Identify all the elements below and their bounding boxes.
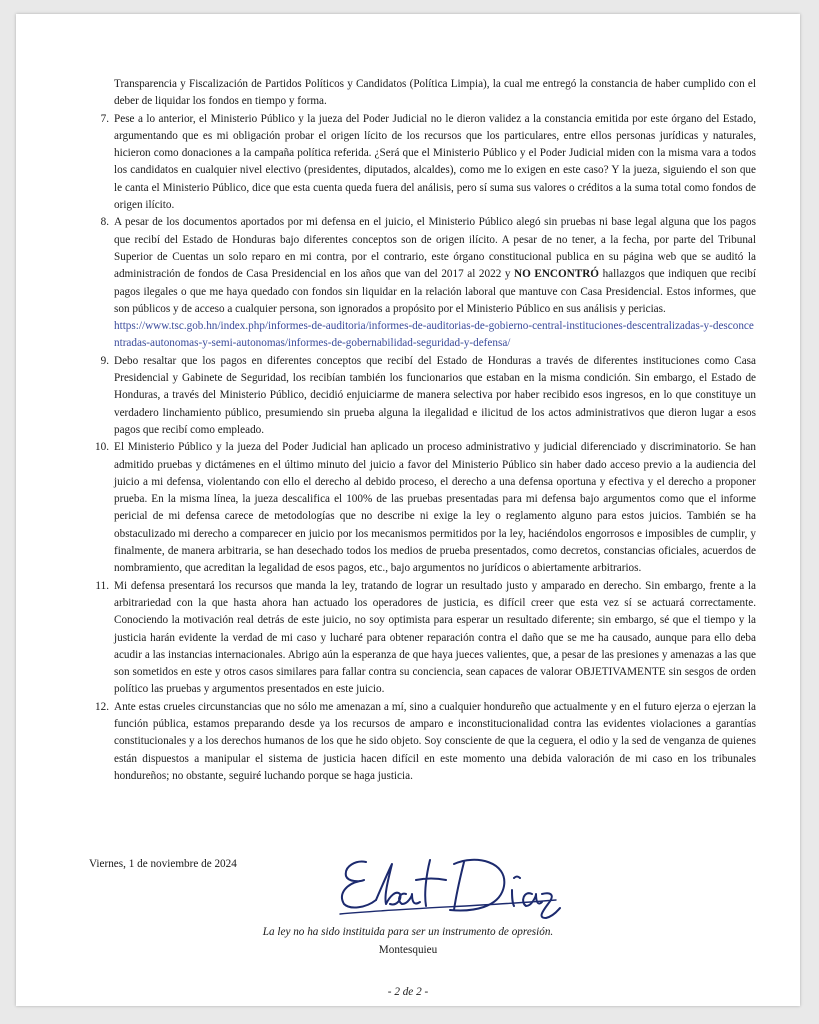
item-number: 11.: [95, 579, 109, 592]
item-number: 8.: [100, 216, 109, 229]
list-item-11: [76, 578, 756, 699]
closing-quote: La ley no ha sido instituida para ser un instrumento de opresión.: [262, 926, 554, 938]
item-number: 10.: [95, 441, 109, 454]
item-text: Debo resaltar que los pagos en diferentes conceptos que recibí del Estado de Honduras a través de diferentes instituciones como Casa Presidencial y Gabinete de Seguridad, los recibían también los funcionarios que estaban en la misma condición. Sin embargo, el Estado de Honduras, a través del Ministerio Público, decidió enjuiciarme de manera selectiva por haber recibido esos ingresos, en lo que constituye un verdadero linchamiento público, presumiendo sin prueba alguna la ilegalidad e ilicitud de los actos administrativos que dieron lugar a esos pagos que recibí como empleado.: [114, 354, 756, 436]
letter-date: Viernes, 1 de noviembre de 2024: [89, 858, 237, 870]
item-text: Ante estas crueles circunstancias que no sólo me amenazan a mí, sino a cualquier hondureño que actualmente y en el futuro ejerza o ejerzan la función pública, estamos preparando desde ya los recursos de amparo e inconstitucionalidad contra las evidentes violaciones a garantías constitucionales y a los derechos humanos de los que he sido objeto. Soy consciente de que la ceguera, el odio y la sed de venganza de quienes están dispuestos a manipular el sistema de justicia hacen difícil en este momento una debida valoración de mi caso en los tribunales hondureños; no obstante, seguiré luchando porque se haga justicia.: [114, 700, 756, 782]
item-bold-text: NO ENCONTRÓ: [514, 268, 600, 281]
item-number: 7.: [100, 112, 109, 125]
item-text-continued: hallazgos que indiquen que recibí pagos ilegales o que me haya quedado con fondos sin liquidar en la relación laboral que mantuve con Casa Presidencial. Estos informes, que son públicos y de acceso a cualquier persona, son ignorados a propósito por el Ministerio Público en sus análisis y pericias.: [114, 268, 757, 315]
item-number: 9.: [100, 354, 109, 367]
quote-author: Montesquieu: [378, 944, 438, 956]
item-number: 12.: [95, 700, 109, 713]
list-item-8: [76, 214, 756, 352]
item-text: Mi defensa presentará los recursos que manda la ley, tratando de lograr un resultado justo y amparado en derecho. Sin embargo, frente a la arbitrariedad con la que hasta ahora han actuado los operadores de justicia, es difícil creer que esta vez sí se actuará correctamente. Conociendo la motivación real detrás de este juicio, no soy optimista para esperar un resultado diferente; sin embargo, sé que el tiempo y la justicia harán evidente la verdad de mi caso y lucharé para obtener reparación contra el daño que se me ha causado, aunque para ello deba acudir a las instancias internacionales. Abrigo aún la esperanza de que haya jueces valientes, que, a pesar de las presiones y amenazas a las que son sometidos en este y otros casos similares para fallar contra su conciencia, sean capaces de valorar OBJETIVAMENTE sin sesgos de orden político las pruebas y argumentos presentados en este juicio.: [114, 579, 756, 696]
item-text: El Ministerio Público y la jueza del Poder Judicial han aplicado un proceso administrativo y judicial diferenciado y discriminatorio. Se han admitido pruebas y dictámenes en el último minuto del juicio a favor del Ministerio Público sin haber dado acceso previo a la audiencia del juicio a mi defensa, violentando con ello el derecho al debido proceso, el derecho a una defensa oportuna y efectiva y el derecho a proponer prueba. En la misma línea, la jueza descalifica el 100% de las pruebas presentadas para mi defensa bajo argumentos como que el informe pericial de mi defensa carece de metodologías que no describe ni exige la ley o reglamento alguno para estos juicios. También se ha obstaculizado mi derecho a comparecer en juicio por los mecanismos permitidos por la ley, haciéndolos engorrosos e imposibles de cumplir, y finalmente, de manera arbitraria, se han desechado todos los medios de prueba presentados, como decretos, constancias oficiales, acuerdos de nombramiento, que acreditan la legalidad de esos pagos, etc., bajo argumentos no jurídicos o abiertamente arbitrarios.: [114, 441, 756, 575]
list-item-10: [76, 439, 756, 577]
handwritten-signature: [326, 850, 561, 920]
list-item-9: [76, 353, 756, 439]
list-item-12: [76, 699, 756, 785]
document-page: [16, 14, 800, 1006]
item-text: Pese a lo anterior, el Ministerio Público y la jueza del Poder Judicial no le dieron validez a la constancia emitida por este órgano del Estado, argumentando que es mi obligación probar el origen lícito de los recursos que los particulares, entre ellos personas jurídicas y naturales, hicieron como donaciones a la campaña política referida. ¿Será que el Ministerio Público y el Poder Judicial miden con la misma vara a todos los candidatos en cualquier nivel electivo (presidentes, diputados, alcaldes), como me lo exigen en este caso? Y la jueza, siguiendo el son que le canta el Ministerio Público, dice que esta cuenta queda fuera del análisis, pero sí suma sus valores o créditos a la suma total como fondos de origen ilícito.: [114, 112, 756, 212]
document-body: [76, 76, 756, 785]
list-item-7: [76, 111, 756, 215]
continuation-paragraph: Transparencia y Fiscalización de Partidos Políticos y Candidatos (Política Limpia), la cual me entregó la constancia de haber cumplido con el deber de liquidar los fondos en tiempo y forma.: [114, 78, 756, 108]
item-text: A pesar de los documentos aportados por mi defensa en el juicio, el Ministerio Público alegó sin pruebas ni base legal alguna que los pagos que recibí del Estado de Honduras bajo diferentes conceptos son de origen ilícito. A pesar de no tener, a la fecha, por parte del Tribunal Superior de Cuentas un solo reparo en mi contra, por el contrario, este órgano constitucional publica en su página web que se auditó la administración de fondos de Casa Presidencial en los años que van del 2017 al 2022 y: [114, 216, 756, 281]
page-number: - 2 de 2 -: [387, 986, 429, 998]
tsc-report-link[interactable]: https://www.tsc.gob.hn/index.php/informes-de-auditoria/informes-de-auditorias-de-gobierno-central-instituciones-descentralizadas-y-desconcentradas-autonomas-y-semi-autonomas/informes-de-gobernabilidad-seguridad-y-defensa/: [114, 320, 754, 350]
